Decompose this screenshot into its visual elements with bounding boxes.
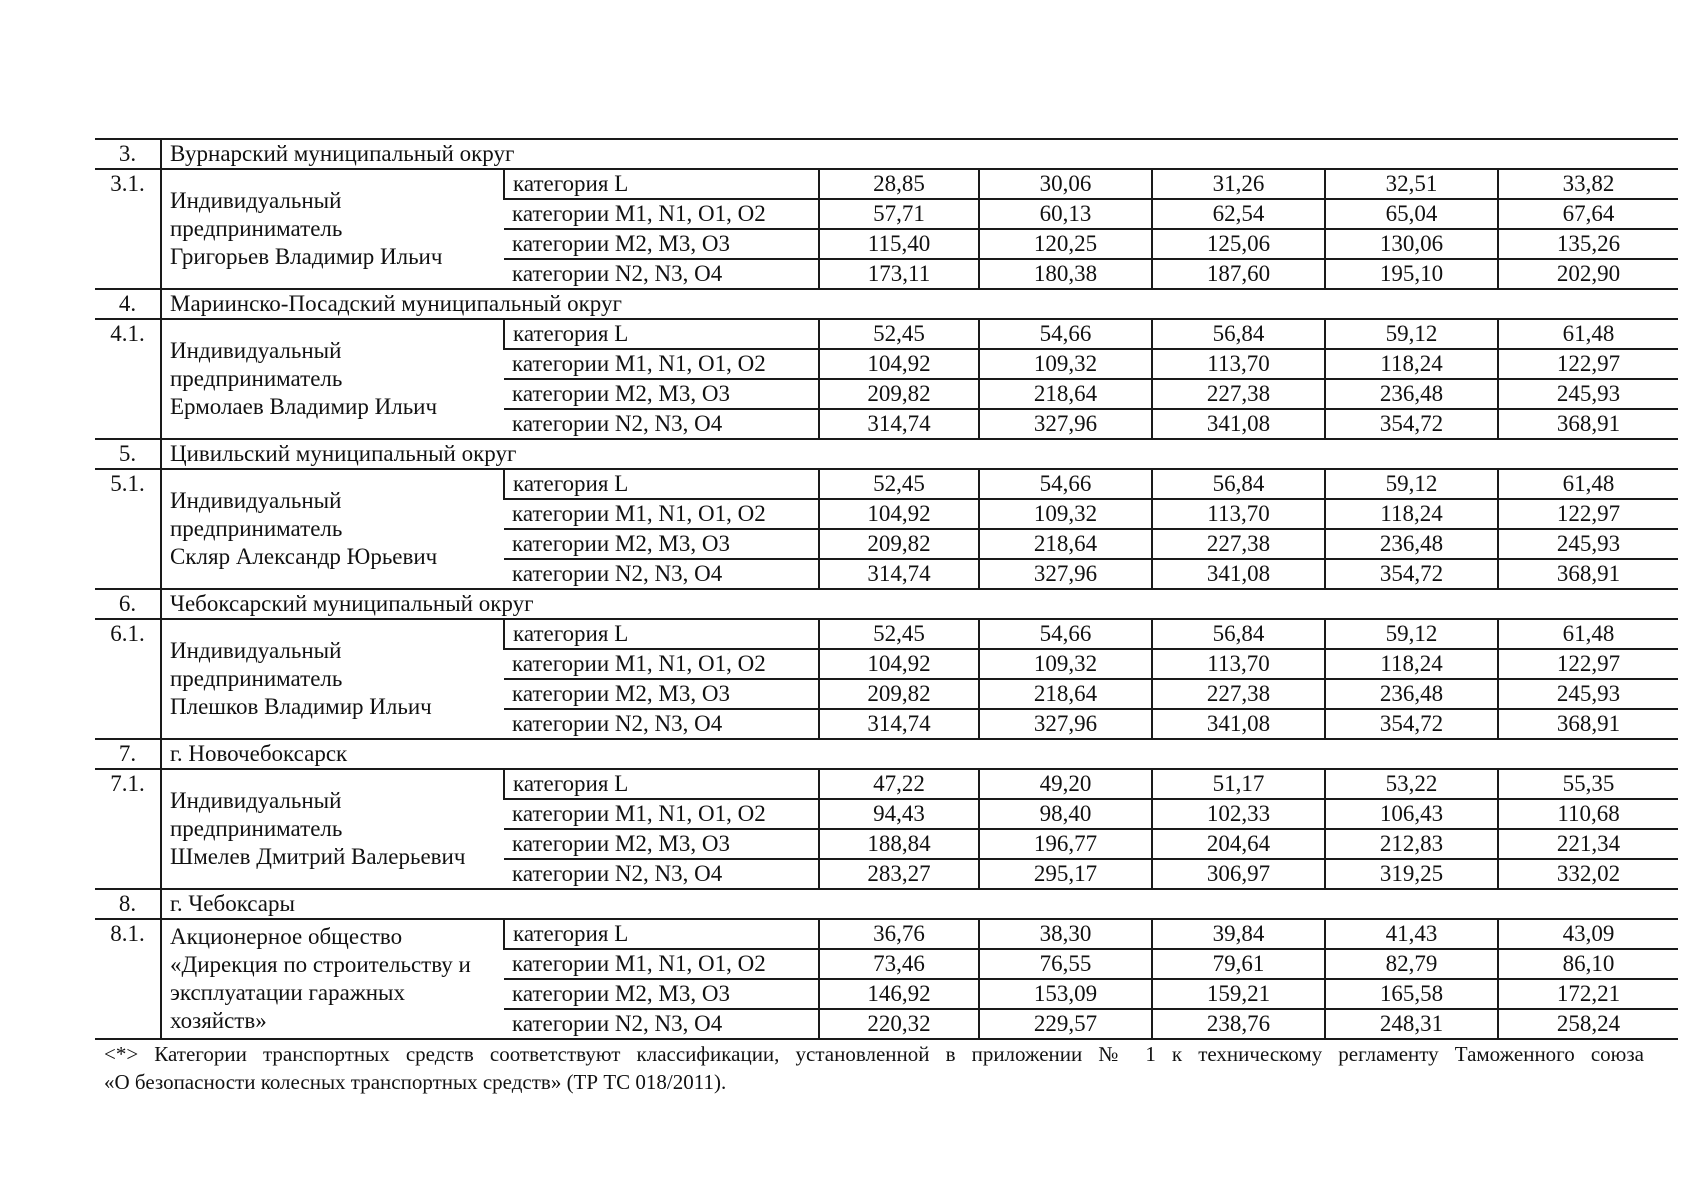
vehicle-category: категория L [504, 319, 819, 349]
section-number: 6. [95, 589, 161, 619]
section-title: Чебоксарский муниципальный округ [161, 589, 1678, 619]
price-value: 204,64 [1152, 829, 1325, 859]
price-value: 122,97 [1498, 649, 1678, 679]
vehicle-category: категории M2, M3, O3 [504, 379, 819, 409]
organization-name-line: Акционерное общество [170, 924, 403, 949]
organization-name-line: Скляр Александр Юрьевич [170, 544, 438, 569]
vehicle-category: категории M1, N1, O1, O2 [504, 649, 819, 679]
price-value: 62,54 [1152, 199, 1325, 229]
price-value: 52,45 [819, 619, 979, 649]
price-value: 221,34 [1498, 829, 1678, 859]
price-value: 79,61 [1152, 949, 1325, 979]
section-number: 3. [95, 139, 161, 169]
price-value: 56,84 [1152, 319, 1325, 349]
table-row [95, 319, 1678, 349]
price-value: 122,97 [1498, 499, 1678, 529]
section-title: г. Новочебоксарск [161, 739, 1678, 769]
table-row [95, 919, 1678, 949]
organization-name-line: предприниматель [170, 216, 343, 241]
vehicle-category: категории N2, N3, O4 [504, 859, 819, 889]
section-number: 5. [95, 439, 161, 469]
price-value: 218,64 [979, 379, 1152, 409]
price-value: 236,48 [1325, 379, 1498, 409]
vehicle-category: категория L [504, 619, 819, 649]
price-value: 73,46 [819, 949, 979, 979]
item-number: 3.1. [95, 169, 161, 289]
price-value: 76,55 [979, 949, 1152, 979]
price-value: 341,08 [1152, 559, 1325, 589]
item-number: 8.1. [95, 919, 161, 1039]
price-value: 209,82 [819, 529, 979, 559]
price-value: 110,68 [1498, 799, 1678, 829]
price-value: 153,09 [979, 979, 1152, 1009]
price-value: 61,48 [1498, 469, 1678, 499]
price-value: 209,82 [819, 679, 979, 709]
table-row [95, 169, 1678, 199]
price-value: 118,24 [1325, 499, 1498, 529]
price-value: 218,64 [979, 679, 1152, 709]
vehicle-category: категории M1, N1, O1, O2 [504, 799, 819, 829]
vehicle-category: категории M1, N1, O1, O2 [504, 499, 819, 529]
price-value: 341,08 [1152, 709, 1325, 739]
section-number: 4. [95, 289, 161, 319]
organization-name [161, 919, 504, 1039]
organization-name [161, 169, 504, 289]
vehicle-category: категория L [504, 919, 819, 949]
price-value: 61,48 [1498, 619, 1678, 649]
price-value: 32,51 [1325, 169, 1498, 199]
price-value: 159,21 [1152, 979, 1325, 1009]
price-value: 314,74 [819, 709, 979, 739]
price-value: 54,66 [979, 619, 1152, 649]
organization-name-line: Шмелев Дмитрий Валерьевич [170, 844, 466, 869]
price-value: 354,72 [1325, 559, 1498, 589]
price-value: 327,96 [979, 559, 1152, 589]
vehicle-category: категория L [504, 469, 819, 499]
section-number: 8. [95, 889, 161, 919]
price-value: 165,58 [1325, 979, 1498, 1009]
vehicle-category: категории M2, M3, O3 [504, 529, 819, 559]
price-value: 52,45 [819, 319, 979, 349]
price-value: 59,12 [1325, 619, 1498, 649]
price-value: 354,72 [1325, 709, 1498, 739]
vehicle-category: категории N2, N3, O4 [504, 409, 819, 439]
price-value: 202,90 [1498, 259, 1678, 289]
vehicle-category: категории N2, N3, O4 [504, 259, 819, 289]
price-value: 43,09 [1498, 919, 1678, 949]
price-value: 212,83 [1325, 829, 1498, 859]
price-value: 283,27 [819, 859, 979, 889]
price-value: 146,92 [819, 979, 979, 1009]
vehicle-category: категория L [504, 769, 819, 799]
price-value: 306,97 [1152, 859, 1325, 889]
price-value: 55,35 [1498, 769, 1678, 799]
organization-name-line: предприниматель [170, 366, 343, 391]
section-row [95, 889, 1678, 919]
item-number: 7.1. [95, 769, 161, 889]
price-value: 319,25 [1325, 859, 1498, 889]
organization-name [161, 619, 504, 739]
price-value: 327,96 [979, 409, 1152, 439]
price-value: 245,93 [1498, 529, 1678, 559]
price-value: 57,71 [819, 199, 979, 229]
price-value: 38,30 [979, 919, 1152, 949]
price-value: 52,45 [819, 469, 979, 499]
price-value: 41,43 [1325, 919, 1498, 949]
price-value: 187,60 [1152, 259, 1325, 289]
price-value: 180,38 [979, 259, 1152, 289]
vehicle-category: категории M2, M3, O3 [504, 979, 819, 1009]
price-value: 218,64 [979, 529, 1152, 559]
price-value: 341,08 [1152, 409, 1325, 439]
vehicle-category: категории M1, N1, O1, O2 [504, 949, 819, 979]
footnote [104, 1040, 1644, 1096]
price-value: 102,33 [1152, 799, 1325, 829]
price-value: 113,70 [1152, 349, 1325, 379]
section-title: Вурнарский муниципальный округ [161, 139, 1678, 169]
vehicle-category: категории N2, N3, O4 [504, 709, 819, 739]
price-value: 49,20 [979, 769, 1152, 799]
price-value: 28,85 [819, 169, 979, 199]
price-value: 120,25 [979, 229, 1152, 259]
price-value: 109,32 [979, 349, 1152, 379]
organization-name-line: Ермолаев Владимир Ильич [170, 394, 438, 419]
organization-name [161, 469, 504, 589]
price-value: 106,43 [1325, 799, 1498, 829]
item-number: 4.1. [95, 319, 161, 439]
section-number: 7. [95, 739, 161, 769]
vehicle-category: категории M2, M3, O3 [504, 679, 819, 709]
price-value: 258,24 [1498, 1009, 1678, 1039]
section-title: г. Чебоксары [161, 889, 1678, 919]
price-value: 30,06 [979, 169, 1152, 199]
organization-name-line: Плешков Владимир Ильич [170, 694, 432, 719]
organization-name [161, 319, 504, 439]
price-value: 314,74 [819, 409, 979, 439]
price-value: 56,84 [1152, 619, 1325, 649]
price-value: 33,82 [1498, 169, 1678, 199]
vehicle-category: категории M2, M3, O3 [504, 229, 819, 259]
price-value: 61,48 [1498, 319, 1678, 349]
price-value: 135,26 [1498, 229, 1678, 259]
price-value: 130,06 [1325, 229, 1498, 259]
price-value: 227,38 [1152, 379, 1325, 409]
price-value: 109,32 [979, 649, 1152, 679]
footnote-line-2: «О безопасности колесных транспортных средств» (ТР ТС 018/2011). [104, 1070, 727, 1094]
price-value: 245,93 [1498, 679, 1678, 709]
price-value: 82,79 [1325, 949, 1498, 979]
price-value: 109,32 [979, 499, 1152, 529]
price-value: 53,22 [1325, 769, 1498, 799]
price-value: 368,91 [1498, 709, 1678, 739]
price-value: 196,77 [979, 829, 1152, 859]
price-value: 354,72 [1325, 409, 1498, 439]
price-value: 125,06 [1152, 229, 1325, 259]
price-value: 220,32 [819, 1009, 979, 1039]
item-number: 5.1. [95, 469, 161, 589]
price-value: 227,38 [1152, 529, 1325, 559]
price-value: 104,92 [819, 499, 979, 529]
section-title: Цивильский муниципальный округ [161, 439, 1678, 469]
price-value: 54,66 [979, 319, 1152, 349]
price-value: 122,97 [1498, 349, 1678, 379]
section-title: Мариинско-Посадский муниципальный округ [161, 289, 1678, 319]
vehicle-category: категории N2, N3, O4 [504, 559, 819, 589]
organization-name-line: эксплуатации гаражных [170, 980, 405, 1005]
price-value: 31,26 [1152, 169, 1325, 199]
price-value: 327,96 [979, 709, 1152, 739]
item-number: 6.1. [95, 619, 161, 739]
price-value: 332,02 [1498, 859, 1678, 889]
price-value: 94,43 [819, 799, 979, 829]
organization-name-line: Индивидуальный [170, 338, 342, 363]
price-value: 51,17 [1152, 769, 1325, 799]
price-value: 118,24 [1325, 349, 1498, 379]
vehicle-category: категория L [504, 169, 819, 199]
vehicle-category: категории M1, N1, O1, O2 [504, 349, 819, 379]
price-value: 314,74 [819, 559, 979, 589]
price-value: 65,04 [1325, 199, 1498, 229]
section-row [95, 139, 1678, 169]
price-value: 248,31 [1325, 1009, 1498, 1039]
price-value: 67,64 [1498, 199, 1678, 229]
price-value: 245,93 [1498, 379, 1678, 409]
price-value: 188,84 [819, 829, 979, 859]
price-value: 36,76 [819, 919, 979, 949]
organization-name-line: Индивидуальный [170, 488, 342, 513]
price-value: 86,10 [1498, 949, 1678, 979]
price-value: 115,40 [819, 229, 979, 259]
organization-name-line: Индивидуальный [170, 188, 342, 213]
price-value: 98,40 [979, 799, 1152, 829]
price-value: 227,38 [1152, 679, 1325, 709]
price-value: 118,24 [1325, 649, 1498, 679]
footnote-line-1: <*> Категории транспортных средств соответствуют классификации, установленной в приложении № 1 к техническому регламенту Таможенного союза [104, 1042, 1644, 1066]
organization-name-line: «Дирекция по строительству и [170, 952, 471, 977]
organization-name-line: предприниматель [170, 816, 343, 841]
tariff-table [95, 138, 1678, 1040]
price-value: 236,48 [1325, 529, 1498, 559]
organization-name-line: предприниматель [170, 516, 343, 541]
price-value: 368,91 [1498, 559, 1678, 589]
organization-name-line: Индивидуальный [170, 788, 342, 813]
price-value: 104,92 [819, 649, 979, 679]
price-value: 236,48 [1325, 679, 1498, 709]
organization-name [161, 769, 504, 889]
price-value: 59,12 [1325, 319, 1498, 349]
price-value: 113,70 [1152, 649, 1325, 679]
price-value: 104,92 [819, 349, 979, 379]
price-value: 56,84 [1152, 469, 1325, 499]
price-value: 60,13 [979, 199, 1152, 229]
section-row [95, 589, 1678, 619]
price-value: 113,70 [1152, 499, 1325, 529]
section-row [95, 739, 1678, 769]
section-row [95, 439, 1678, 469]
section-row [95, 289, 1678, 319]
price-value: 295,17 [979, 859, 1152, 889]
price-value: 59,12 [1325, 469, 1498, 499]
price-value: 368,91 [1498, 409, 1678, 439]
table-row [95, 469, 1678, 499]
price-value: 47,22 [819, 769, 979, 799]
price-value: 54,66 [979, 469, 1152, 499]
price-value: 39,84 [1152, 919, 1325, 949]
price-value: 209,82 [819, 379, 979, 409]
organization-name-line: хозяйств» [170, 1008, 267, 1033]
vehicle-category: категории N2, N3, O4 [504, 1009, 819, 1039]
organization-name-line: Григорьев Владимир Ильич [170, 244, 443, 269]
table-row [95, 619, 1678, 649]
price-value: 238,76 [1152, 1009, 1325, 1039]
organization-name-line: Индивидуальный [170, 638, 342, 663]
organization-name-line: предприниматель [170, 666, 343, 691]
price-value: 172,21 [1498, 979, 1678, 1009]
price-value: 173,11 [819, 259, 979, 289]
price-value: 195,10 [1325, 259, 1498, 289]
table-row [95, 769, 1678, 799]
vehicle-category: категории M2, M3, O3 [504, 829, 819, 859]
vehicle-category: категории M1, N1, O1, O2 [504, 199, 819, 229]
price-value: 229,57 [979, 1009, 1152, 1039]
